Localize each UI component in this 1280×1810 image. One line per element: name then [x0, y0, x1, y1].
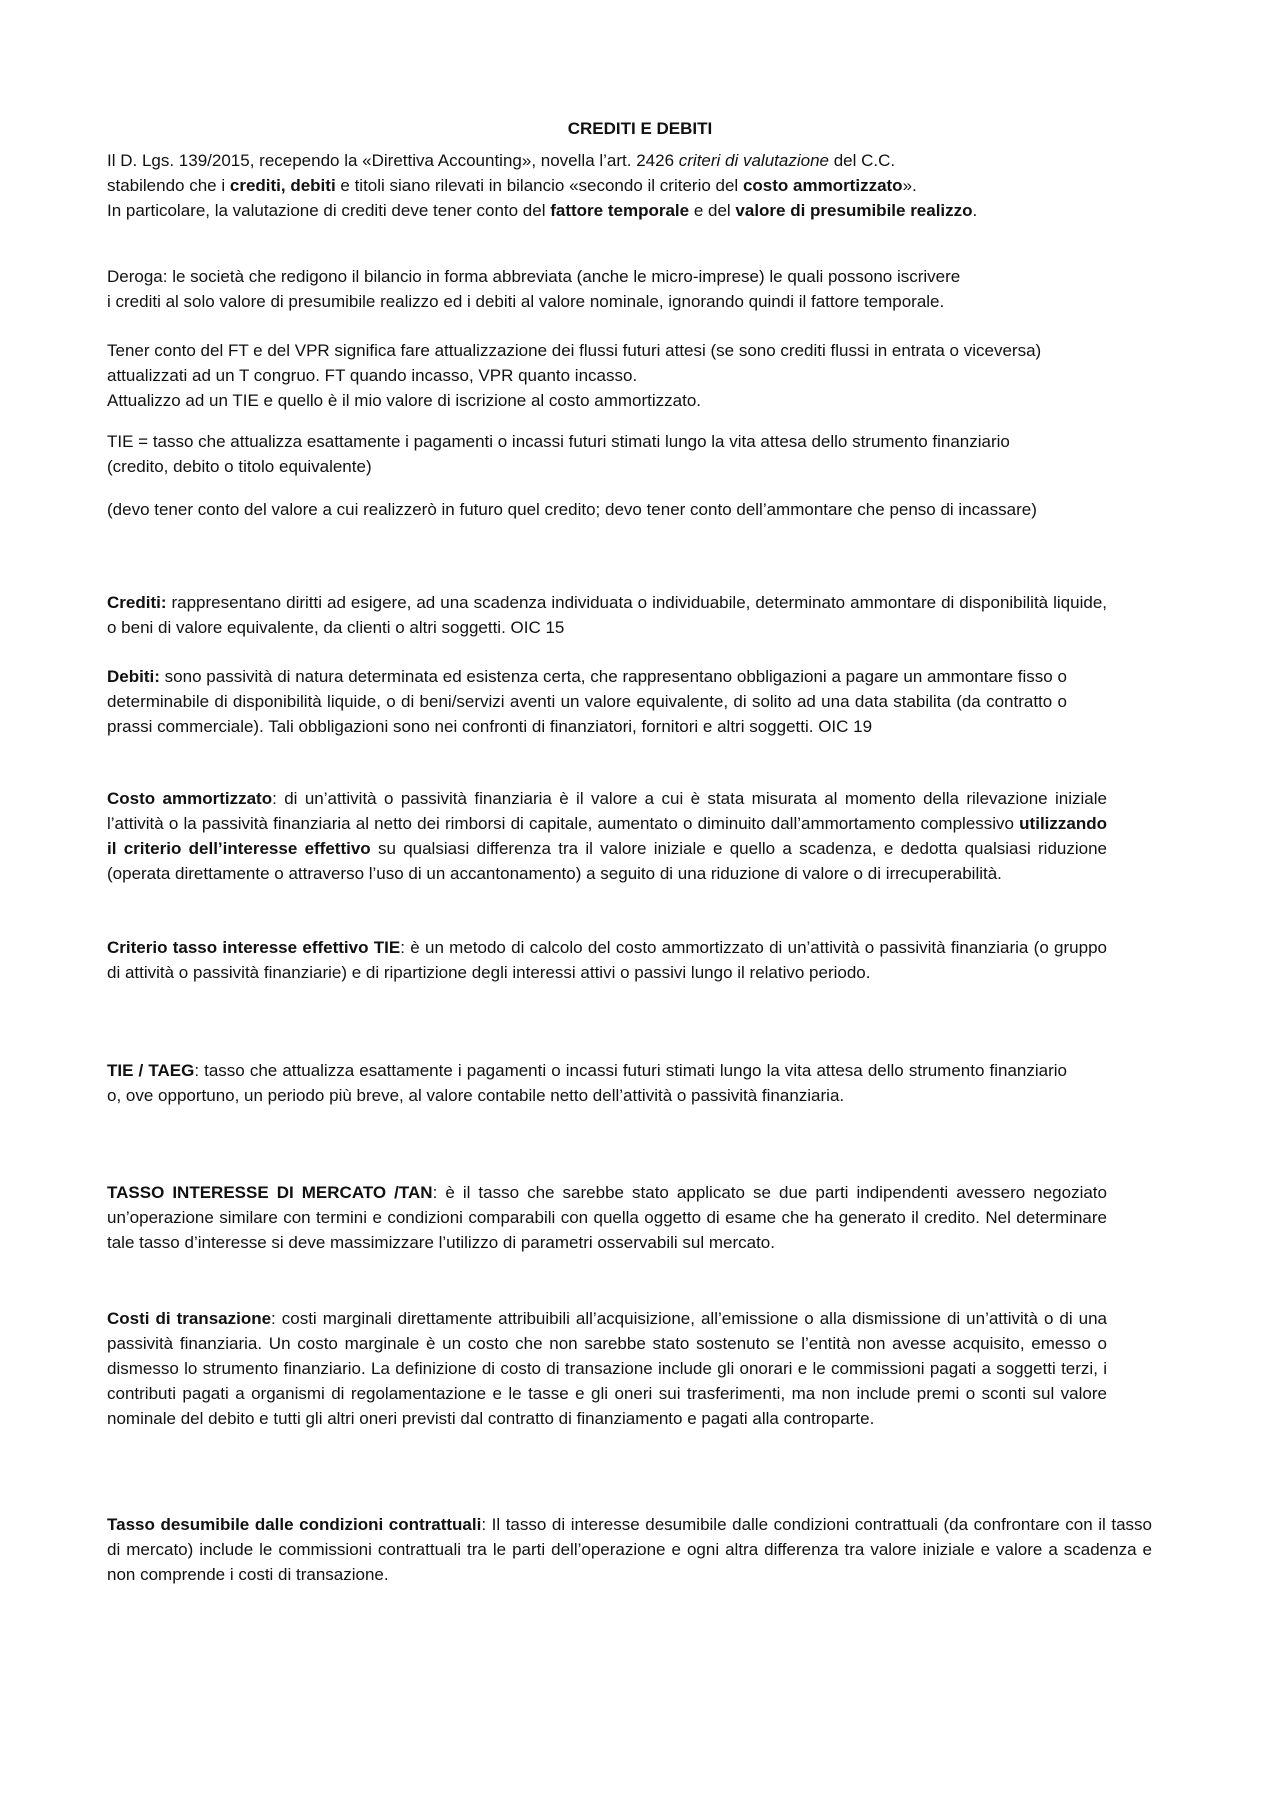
ft-vpr-paragraph — [107, 338, 1217, 413]
definition-text: : Il tasso di interesse desumibile dalle condizioni contrattuali (da confrontare con il tasso di mercato) include le commissioni contrattuali tra le parti dell’operazione e ogni altra differenza tra valore iniziale e valore a scadenza e non comprende i costi di transazione. — [107, 1515, 1152, 1584]
definition-term: Costo ammortizzato — [107, 789, 273, 808]
definition-tasso-contrattuale — [107, 1512, 1152, 1587]
intro-text: e titoli siano rilevati in bilancio «secondo il criterio del — [335, 176, 743, 195]
definition-bold: utilizzando il criterio dell’interesse effettivo — [107, 814, 1107, 858]
intro-bold: crediti, debiti — [229, 176, 336, 195]
definition-costo-ammortizzato — [107, 786, 1107, 886]
definition-term: Costi di transazione — [107, 1309, 272, 1328]
definition-text: : di un’attività o passività finanziaria è il valore a cui è stata misurata al momento della rilevazione iniziale l’attività o la passività finanziaria al netto dei rimborsi di capitale, aumentato o diminuito dall’ammortamento complessivo — [107, 789, 1107, 833]
devo-note: (devo tener conto del valore a cui realizzerò in futuro quel credito; devo tener conto dell’ammontare che penso di incassare) — [107, 500, 1037, 519]
intro-bold: valore di presumibile realizzo — [735, 201, 973, 220]
definition-costi-transazione — [107, 1306, 1107, 1431]
tie-note-line-2: (credito, debito o titolo equivalente) — [107, 457, 372, 476]
deroga-line-2: i crediti al solo valore di presumibile realizzo ed i debiti al valore nominale, ignorando quindi il fattore temporale. — [107, 292, 945, 311]
definition-criterio-tie — [107, 935, 1107, 985]
intro-paragraph — [107, 148, 1067, 223]
definition-tie-taeg — [107, 1058, 1067, 1108]
intro-line-1 — [107, 148, 1067, 173]
definition-term: Criterio tasso interesse effettivo TIE — [107, 938, 401, 957]
intro-text: In particolare, la valutazione di crediti deve tener conto del — [107, 201, 551, 220]
page-title: CREDITI E DEBITI — [567, 119, 713, 138]
intro-bold: costo ammortizzato — [742, 176, 903, 195]
intro-text: Il D. Lgs. 139/2015, recependo la «Direttiva Accounting», novella l’art. 2426 — [107, 151, 679, 170]
definition-term: TASSO INTERESSE DI MERCATO /TAN — [107, 1183, 433, 1202]
intro-line-3 — [107, 198, 1027, 223]
definition-text: : costi marginali direttamente attribuibili all’acquisizione, all’emissione o alla dismissione di un’attività o di una passività finanziaria. Un costo marginale è un costo che non sarebbe stato sostenuto se l’entità non avesse acquisito, emesso o dismesso lo strumento finanziario. La definizione di costo di transazione include gli onorari e le commissioni pagati a soggetti terzi, i contributi pagati a organismi di regolamentazione e le tasse e gli oneri sui trasferimenti, ma non include premi o sconti sul valore nominale del debito e tutti gli altri oneri previsti dal contratto di finanziamento e pagati alla controparte. — [107, 1309, 1107, 1428]
ft-vpr-line-1: Tener conto del FT e del VPR significa fare attualizzazione dei flussi futuri attesi (se sono crediti flussi in entrata o viceversa) — [107, 341, 1042, 360]
intro-italic: criteri di valutazione — [678, 151, 829, 170]
definition-crediti — [107, 590, 1107, 640]
definition-text: : è un metodo di calcolo del costo ammortizzato di un’attività o passività finanziaria (o gruppo di attività o passività finanziarie) e di ripartizione degli interessi attivi o passivi lungo il relativo periodo. — [107, 938, 1107, 982]
definition-debiti — [107, 664, 1067, 739]
deroga-paragraph — [107, 264, 1217, 314]
ft-vpr-line-3: Attualizzo ad un TIE e quello è il mio valore di iscrizione al costo ammortizzato. — [107, 391, 702, 410]
definition-text: sono passività di natura determinata ed esistenza certa, che rappresentano obbligazioni a pagare un ammontare fisso o determinabile di disponibilità liquide, o di beni/servizi aventi un valore equivalente, di solito ad una data stabilita (da contratto o prassi commerciale). Tali obbligazioni sono nei confronti di finanziatori, fornitori e altri soggetti. OIC 19 — [107, 667, 1067, 736]
definition-term: Tasso desumibile dalle condizioni contrattuali — [107, 1515, 482, 1534]
intro-text: ». — [902, 176, 917, 195]
definition-text: : tasso che attualizza esattamente i pagamenti o incassi futuri stimati lungo la vita attesa dello strumento finanziario o, ove opportuno, un periodo più breve, al valore contabile netto dell’attività o passività finanziaria. — [107, 1061, 1068, 1105]
intro-text: e del — [689, 201, 736, 220]
intro-line-2 — [107, 173, 1067, 198]
tie-note-line-1: TIE = tasso che attualizza esattamente i pagamenti o incassi futuri stimati lungo la vita attesa dello strumento finanziario — [107, 432, 1010, 451]
intro-bold: fattore temporale — [550, 201, 690, 220]
definition-tasso-mercato — [107, 1180, 1107, 1255]
definition-text: su qualsiasi differenza tra il valore iniziale e quello a scadenza, e dedotta qualsiasi riduzione (operata direttamente o attraverso l’uso di un accantonamento) a seguito di una riduzione di valore o di irrecuperabilità. — [107, 839, 1107, 883]
definition-term: Crediti: — [107, 593, 167, 612]
definition-term: TIE / TAEG — [107, 1061, 195, 1080]
definition-term: Debiti: — [107, 667, 160, 686]
intro-text: del C.C. — [829, 151, 896, 170]
deroga-line-1: Deroga: le società che redigono il bilancio in forma abbreviata (anche le micro-imprese) le quali possono iscrivere — [107, 267, 961, 286]
intro-text: . — [972, 201, 978, 220]
ft-vpr-line-2: attualizzati ad un T congruo. FT quando incasso, VPR quanto incasso. — [107, 366, 638, 385]
definition-text: rappresentano diritti ad esigere, ad una scadenza individuata o individuabile, determinato ammontare di disponibilità liquide, o beni di valore equivalente, da clienti o altri soggetti. OIC 15 — [107, 593, 1107, 637]
intro-text: stabilendo che i — [107, 176, 230, 195]
tie-note-paragraph — [107, 429, 1217, 479]
definition-text: : è il tasso che sarebbe stato applicato se due parti indipendenti avessero negoziato un’operazione similare con termini e condizioni comparabili con quella oggetto di esame che ha generato il credito. Nel determinare tale tasso d’interesse si deve massimizzare l’utilizzo di parametri osservabili sul mercato. — [107, 1183, 1107, 1252]
